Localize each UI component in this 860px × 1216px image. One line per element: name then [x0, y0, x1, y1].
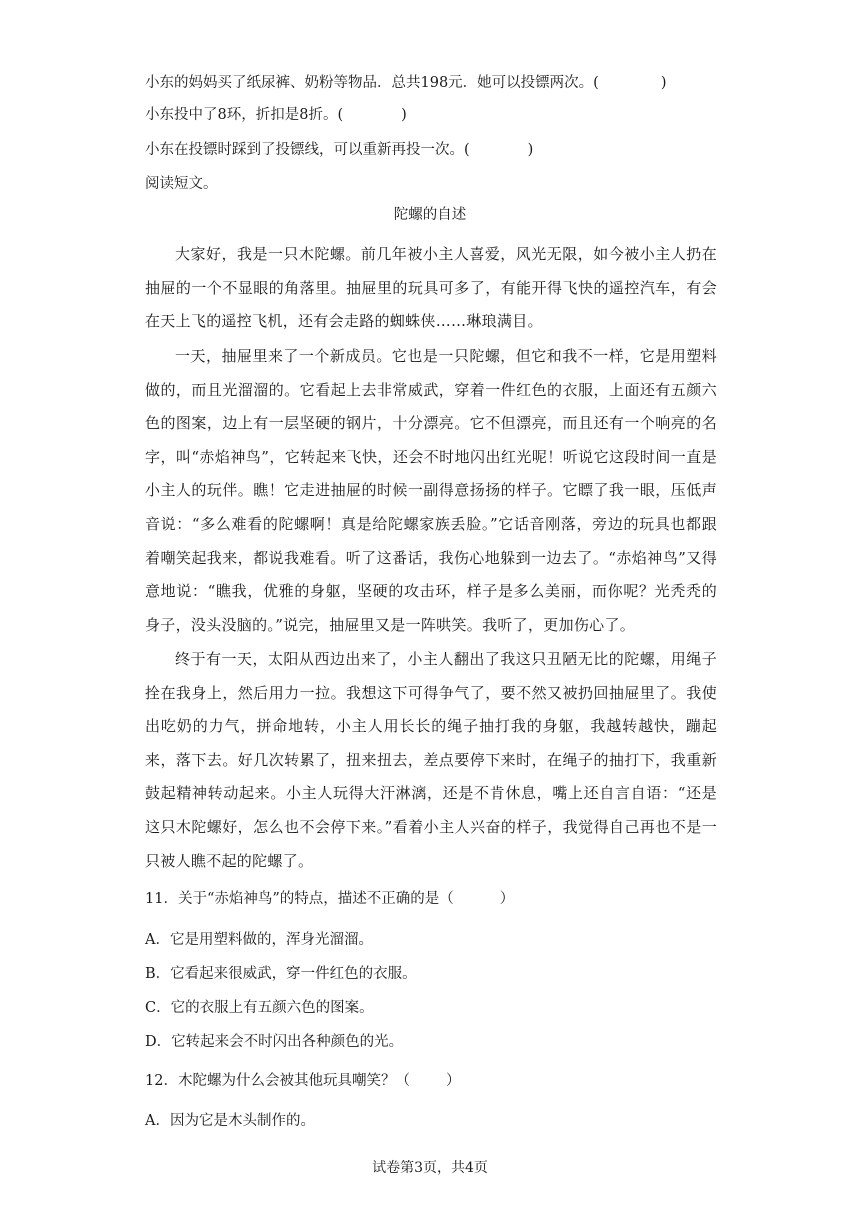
passage-paragraph-1: 大家好，我是一只木陀螺。前几年被小主人喜爱，风光无限，如今被小主人扔在抽屉的一个不显眼的角落里。抽屉里的玩具可多了，有能开得飞快的遥控汽车，有会在天上飞的遥控飞机，还有会走路的蜘蛛侠……琳琅满目。	[145, 245, 717, 331]
judgment-close-3: )	[527, 142, 534, 158]
question-12-option-a[interactable]: A．因为它是木头制作的。	[145, 1113, 315, 1129]
judgment-close-2: )	[401, 107, 407, 123]
question-11-option-a[interactable]: A．它是用塑料做的，浑身光溜溜。	[145, 932, 373, 948]
judgment-text-1: 小东的妈妈买了纸尿裤、奶粉等物品．总共198元．她可以投镖两次。(	[145, 75, 599, 91]
question-11-option-c[interactable]: C．它的衣服上有五颜六色的图案。	[145, 1000, 374, 1016]
question-11-option-b[interactable]: B．它看起来很威武，穿一件红色的衣服。	[145, 966, 417, 982]
question-11-close: ）	[499, 891, 515, 907]
reading-intro: 阅读短文。	[145, 176, 218, 192]
judgment-item-1	[145, 73, 667, 93]
question-11-stem: 11．关于“赤焰神鸟”的特点，描述不正确的是（	[145, 891, 454, 907]
judgment-item-2	[145, 105, 407, 125]
question-11	[145, 889, 514, 909]
question-12-close: ）	[445, 1073, 461, 1089]
question-11-option-d[interactable]: D．它转起来会不时闪出各种颜色的光。	[145, 1034, 404, 1050]
judgment-item-3	[145, 140, 533, 160]
page-footer: 试卷第3页，共4页	[372, 1160, 488, 1176]
passage-title: 陀螺的自述	[393, 207, 467, 223]
question-12	[145, 1071, 460, 1091]
judgment-text-3: 小东在投镖时踩到了投镖线，可以重新再投一次。(	[145, 142, 470, 158]
judgment-text-2: 小东投中了8环，折扣是8折。(	[145, 107, 344, 123]
judgment-close-1: )	[660, 75, 667, 91]
question-12-stem: 12．木陀螺为什么会被其他玩具嘲笑？（	[145, 1073, 410, 1089]
passage-paragraph-3: 终于有一天，太阳从西边出来了，小主人翻出了我这只丑陋无比的陀螺，用绳子拴在我身上，然后用力一拉。我想这下可得争气了，要不然又被扔回抽屉里了。我使出吃奶的力气，拼命地转，小主人用长长的绳子抽打我的身躯，我越转越快，蹦起来，落下去。好几次转累了，扭来扭去，差点要停下来时，在绳子的抽打下，我重新鼓起精神转动起来。小主人玩得大汗淋漓，还是不肯休息，嘴上还自言自语：“还是这只木陀螺好，怎么也不会停下来。”看着小主人兴奋的样子，我觉得自己再也不是一只被人瞧不起的陀螺了。	[145, 650, 717, 870]
passage-paragraph-2: 一天，抽屉里来了一个新成员。它也是一只陀螺，但它和我不一样，它是用塑料做的，而且光溜溜的。它看起上去非常威武，穿着一件红色的衣服，上面还有五颜六色的图案，边上有一层坚硬的钢片，十分漂亮。它不但漂亮，而且还有一个响亮的名字，叫“赤焰神鸟”，它转起来飞快，还会不时地闪出红光呢！听说它这段时间一直是小主人的玩伴。瞧！它走进抽屉的时候一副得意扬扬的样子。它瞟了我一眼，压低声音说：“多么难看的陀螺啊！真是给陀螺家族丢脸。”它话音刚落，旁边的玩具也都跟着嘲笑起我来，都说我难看。听了这番话，我伤心地躲到一边去了。“赤焰神鸟”又得意地说：“瞧我，优雅的身躯，坚硬的攻击环，样子是多么美丽，而你呢？光秃秃的身子，没头没脑的。”说完，抽屉里又是一阵哄笑。我听了，更加伤心了。	[145, 347, 717, 634]
